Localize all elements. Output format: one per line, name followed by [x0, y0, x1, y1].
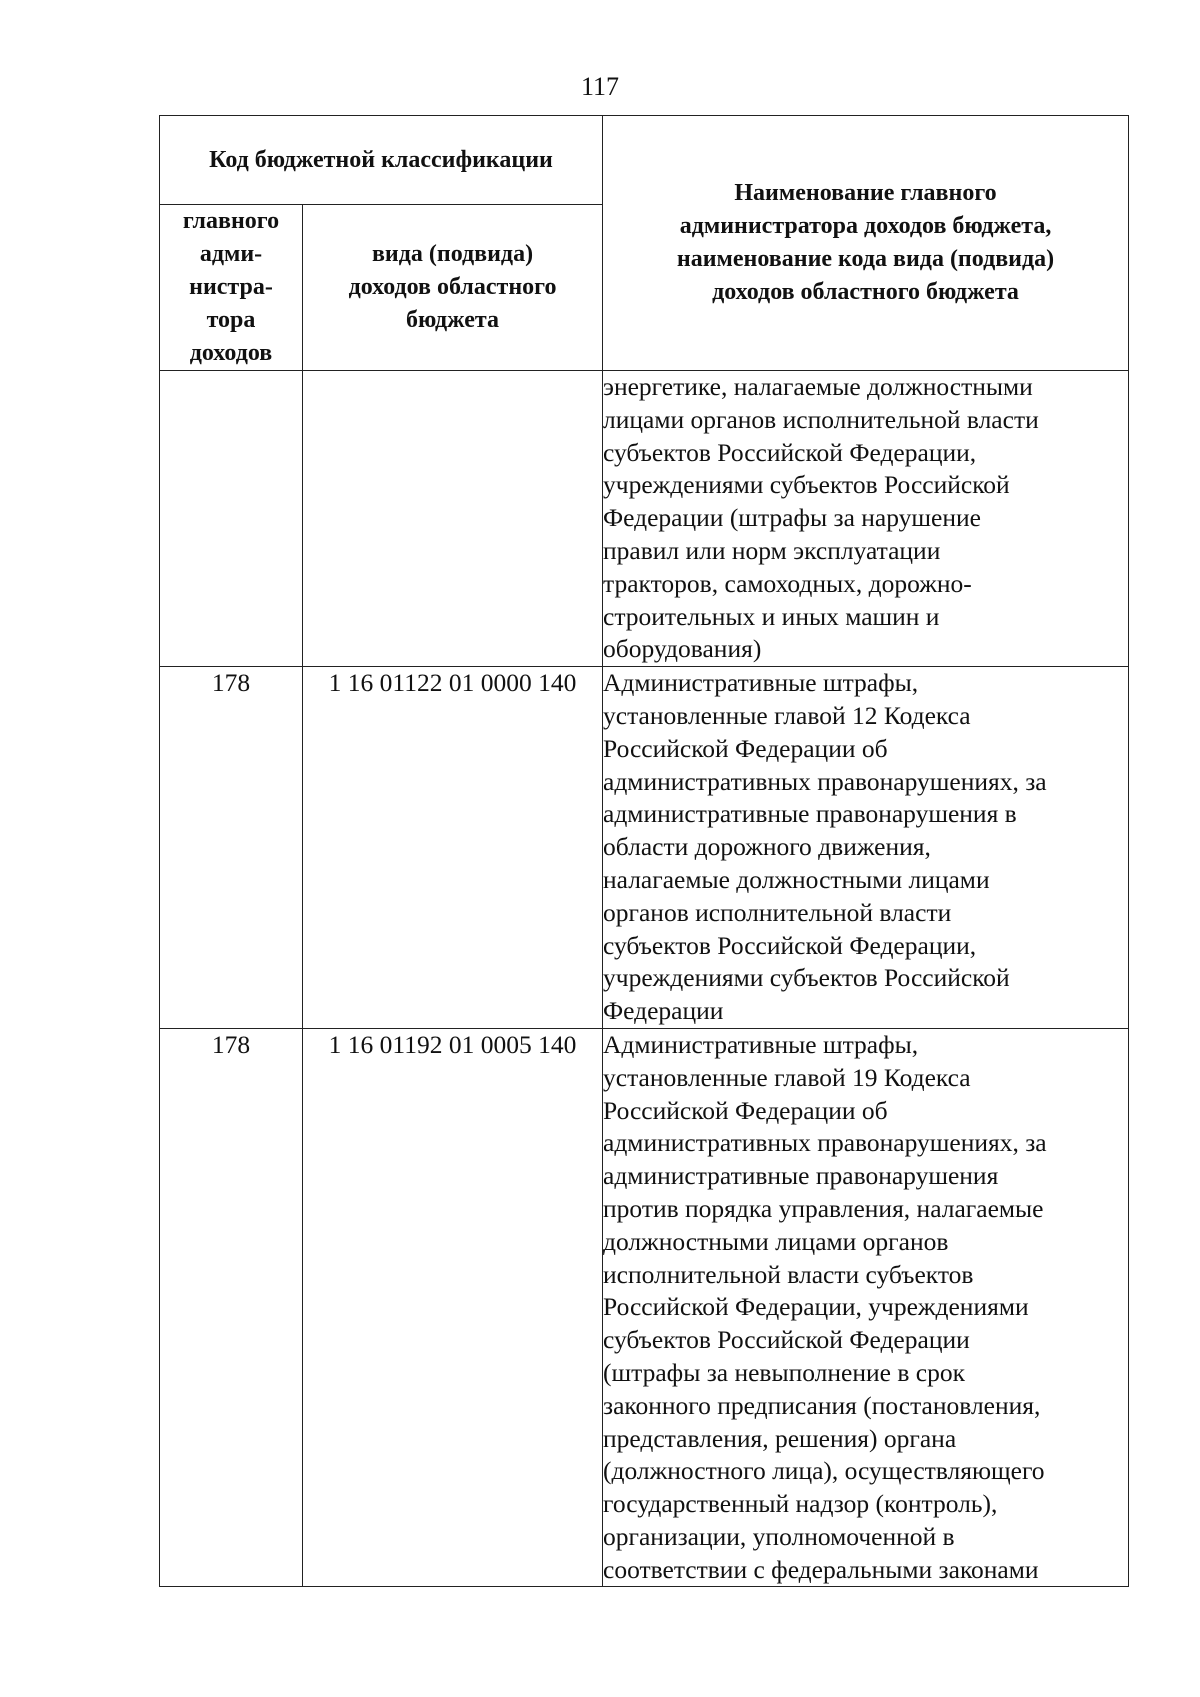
- income-name-line: административные правонарушения: [603, 1161, 999, 1191]
- income-name-line: Российской Федерации об: [603, 733, 888, 763]
- income-name-line: Административные штрафы,: [603, 1029, 919, 1059]
- header-admin-line: доходов: [189, 340, 273, 366]
- income-name-line: должностными лицами органов: [603, 1226, 949, 1256]
- income-name-line: (должностного лица), осуществляющего: [603, 1456, 1045, 1486]
- income-name-line: субъектов Российской Федерации,: [603, 930, 977, 960]
- table-row: [160, 371, 1129, 667]
- income-name-line: Федерации: [603, 996, 724, 1026]
- income-name-line: представления, решения) органа: [603, 1423, 957, 1453]
- cell-income-name: [603, 1028, 1129, 1587]
- header-name-line: доходов областного бюджета: [712, 279, 1019, 305]
- table-row: [160, 1028, 1129, 1587]
- income-name-line: области дорожного движения,: [603, 832, 931, 862]
- cell-income-code: [303, 371, 603, 667]
- income-name-line: Российской Федерации об: [603, 1095, 888, 1125]
- header-administrator-name: [603, 116, 1129, 371]
- header-admin-line: нистра-: [189, 274, 273, 300]
- header-code-line: бюджета: [406, 307, 499, 333]
- header-income-type-code: [303, 205, 603, 371]
- income-name-line: налагаемые должностными лицами: [603, 864, 990, 894]
- header-code-line: вида (подвида): [371, 241, 534, 267]
- income-name-line: Российской Федерации, учреждениями: [603, 1292, 1029, 1322]
- header-admin-line: главного: [182, 208, 280, 234]
- income-name-line: энергетике, налагаемые должностными: [603, 372, 1033, 401]
- income-name-line: исполнительной власти субъектов: [603, 1259, 974, 1289]
- income-name-line: против порядка управления, налагаемые: [603, 1193, 1044, 1223]
- income-name-line: органов исполнительной власти: [603, 897, 952, 927]
- income-name-line: установленные главой 12 Кодекса: [603, 700, 971, 730]
- income-name-line: государственный надзор (контроль),: [603, 1489, 998, 1519]
- page-number: 117: [580, 72, 620, 101]
- header-main-administrator: [160, 205, 303, 371]
- income-name-line: субъектов Российской Федерации,: [603, 437, 977, 467]
- income-name-line: административных правонарушениях, за: [603, 766, 1047, 796]
- table-body: [160, 371, 1129, 1587]
- header-admin-line: адми-: [199, 241, 263, 267]
- income-name-line: тракторов, самоходных, дорожно-: [603, 568, 972, 598]
- income-name-line: Административные штрафы,: [603, 668, 919, 698]
- header-name-line: Наименование главного: [734, 180, 997, 206]
- income-name-line: установленные главой 19 Кодекса: [603, 1062, 971, 1092]
- income-name-line: соответствии с федеральными законами: [603, 1554, 1039, 1584]
- header-admin-line: тора: [206, 307, 256, 333]
- cell-income-code: 1 16 01192 01 0005 140: [303, 1028, 603, 1587]
- cell-administrator-code: 178: [160, 667, 303, 1029]
- income-name-line: учреждениями субъектов Российской: [603, 963, 1010, 993]
- budget-classification-table: [159, 115, 1129, 1587]
- income-name-line: Федерации (штрафы за нарушение: [603, 503, 981, 533]
- income-name-line: законного предписания (постановления,: [603, 1390, 1041, 1420]
- cell-administrator-code: [160, 371, 303, 667]
- income-name-line: оборудования): [603, 634, 762, 664]
- income-name-line: строительных и иных машин и: [603, 601, 940, 631]
- income-name-line: организации, уполномоченной в: [603, 1521, 955, 1551]
- cell-income-name: [603, 667, 1129, 1029]
- income-name-line: правил или норм эксплуатации: [603, 535, 941, 565]
- table-row: [160, 667, 1129, 1029]
- cell-income-name: [603, 371, 1129, 667]
- income-name-line: лицами органов исполнительной власти: [603, 404, 1039, 434]
- income-name-line: (штрафы за невыполнение в срок: [603, 1357, 965, 1387]
- cell-income-code: 1 16 01122 01 0000 140: [303, 667, 603, 1029]
- header-row-group: [160, 116, 1129, 205]
- income-name-line: учреждениями субъектов Российской: [603, 470, 1010, 500]
- header-code-line: доходов областного: [348, 274, 557, 300]
- header-budget-classification-code: Код бюджетной классификации: [160, 116, 603, 205]
- header-name-line: наименование кода вида (подвида): [676, 246, 1055, 272]
- header-name-line: администратора доходов бюджета,: [679, 213, 1052, 239]
- income-name-line: субъектов Российской Федерации: [603, 1325, 970, 1355]
- income-name-line: административных правонарушениях, за: [603, 1128, 1047, 1158]
- income-name-line: административные правонарушения в: [603, 799, 1017, 829]
- cell-administrator-code: 178: [160, 1028, 303, 1587]
